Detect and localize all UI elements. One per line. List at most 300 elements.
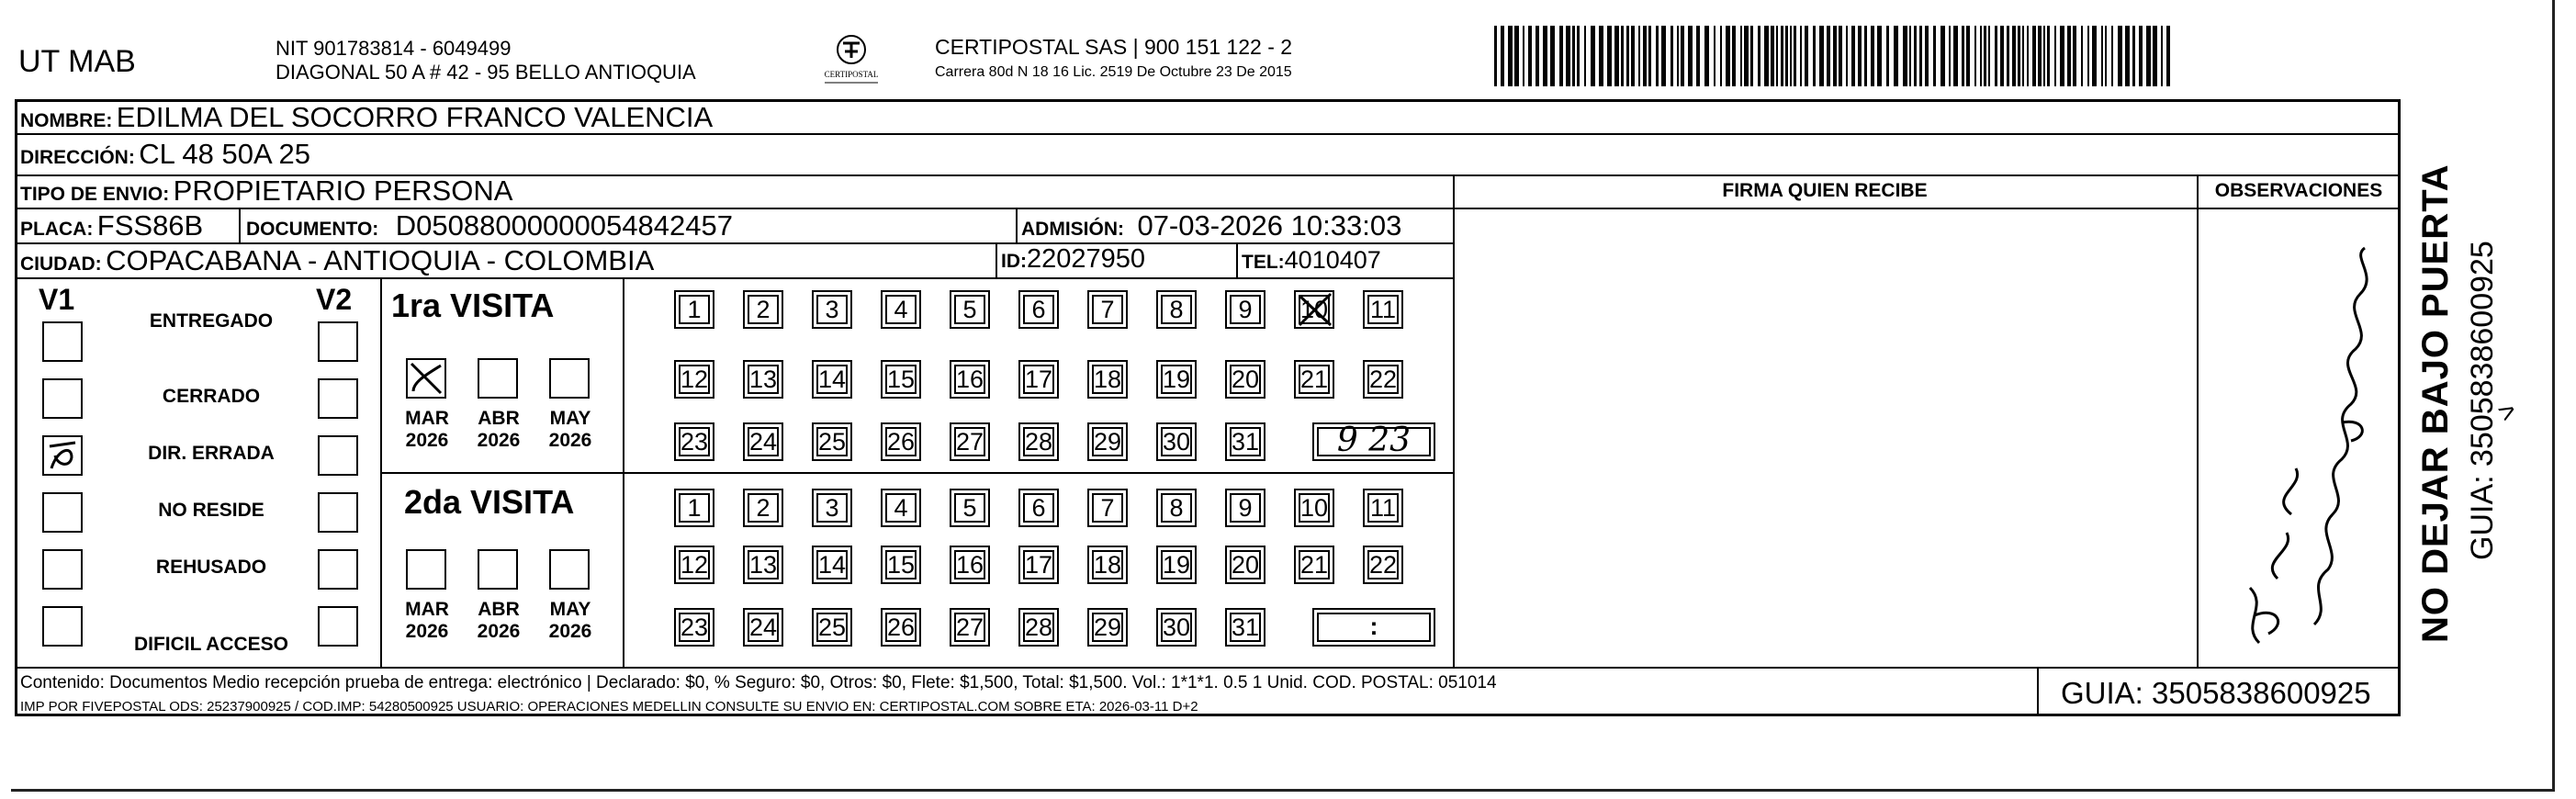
day-21[interactable] bbox=[1294, 360, 1334, 399]
barcode-bar bbox=[2022, 26, 2024, 86]
day-number: 19 bbox=[1162, 551, 1191, 579]
status-label: DIR. ERRADA bbox=[148, 443, 275, 464]
barcode-bar bbox=[1661, 26, 1666, 86]
barcode-bar bbox=[1577, 26, 1580, 86]
day-number: 31 bbox=[1231, 428, 1260, 456]
day-17[interactable] bbox=[1018, 360, 1059, 399]
barcode-bar bbox=[2027, 26, 2029, 86]
barcode-bar bbox=[2018, 26, 2020, 86]
day-number: 9 bbox=[1238, 296, 1253, 323]
visit-divider bbox=[380, 472, 1453, 474]
day-9[interactable] bbox=[1225, 290, 1266, 329]
day-2[interactable] bbox=[743, 489, 783, 527]
barcode-bar bbox=[1871, 26, 1874, 86]
month-label bbox=[467, 599, 531, 643]
day-12[interactable] bbox=[674, 360, 714, 399]
day-number: 13 bbox=[748, 551, 778, 579]
barcode-bar bbox=[1949, 26, 1951, 86]
day-29[interactable] bbox=[1087, 422, 1128, 461]
day-number: 1 bbox=[687, 494, 702, 522]
barcode-bar bbox=[1732, 26, 1736, 86]
day-number: 26 bbox=[886, 428, 916, 456]
day-16[interactable] bbox=[950, 546, 990, 584]
day-22[interactable] bbox=[1363, 360, 1403, 399]
day-26[interactable] bbox=[881, 422, 921, 461]
barcode-bar bbox=[2125, 26, 2130, 86]
day-3[interactable] bbox=[812, 290, 852, 329]
placa-row bbox=[20, 209, 203, 242]
month-checkbox[interactable] bbox=[478, 358, 518, 399]
barcode-bar bbox=[1966, 26, 1970, 86]
barcode-bar bbox=[1614, 26, 1619, 86]
day-number: 11 bbox=[1369, 296, 1397, 323]
side-mark: > bbox=[2492, 394, 2523, 430]
barcode-bar bbox=[2111, 26, 2113, 86]
day-number: 3 bbox=[825, 494, 839, 522]
barcode-bar bbox=[2081, 26, 2083, 86]
tipo-label: TIPO DE ENVIO: bbox=[20, 184, 170, 205]
day-5[interactable] bbox=[950, 290, 990, 329]
status-label: CERRADO bbox=[162, 386, 261, 407]
barcode-bar bbox=[2118, 26, 2122, 86]
day-number: 2 bbox=[756, 494, 771, 522]
day-14[interactable] bbox=[812, 360, 852, 399]
barcode-bar bbox=[1785, 26, 1788, 86]
barcode-bar bbox=[1995, 26, 1997, 86]
month-label bbox=[467, 408, 531, 452]
visit1-title: 1ra VISITA bbox=[391, 287, 555, 324]
day-26[interactable] bbox=[881, 608, 921, 647]
placa-label: PLACA: bbox=[20, 219, 94, 240]
barcode bbox=[1492, 26, 2177, 86]
barcode-bar bbox=[1621, 26, 1624, 86]
day-number: 14 bbox=[817, 551, 847, 579]
day-number: 27 bbox=[955, 428, 984, 456]
documento-value: D05088000000054842457 bbox=[395, 209, 733, 242]
barcode-bar bbox=[2047, 26, 2050, 86]
check-mark-icon bbox=[408, 360, 444, 397]
day-11[interactable] bbox=[1363, 290, 1403, 329]
status-v2-checkbox[interactable] bbox=[318, 435, 358, 476]
day-17[interactable] bbox=[1018, 546, 1059, 584]
footer-line2: IMP POR FIVEPOSTAL ODS: 25237900925 / COD.IMP: 54280500925 USUARIO: OPERACIONES MEDELLIN CONSULTE SU ENVIO EN: CERTIPOSTAL.COM SOBRE ETA: 2026-03-11 D+2 bbox=[20, 699, 1198, 715]
barcode-bar bbox=[1631, 26, 1635, 86]
barcode-bar bbox=[1794, 26, 1796, 86]
day-number: 6 bbox=[1031, 494, 1046, 522]
day-19[interactable] bbox=[1156, 546, 1197, 584]
status-v1-checkbox[interactable] bbox=[42, 435, 83, 476]
day-15[interactable] bbox=[881, 360, 921, 399]
day-2[interactable] bbox=[743, 290, 783, 329]
day-number: 17 bbox=[1024, 551, 1053, 579]
status-v2-checkbox[interactable] bbox=[318, 321, 358, 362]
day-number: 18 bbox=[1093, 551, 1122, 579]
barcode-bar bbox=[2073, 26, 2076, 86]
direccion-row bbox=[20, 138, 310, 171]
company-address: DIAGONAL 50 A # 42 - 95 BELLO ANTIOQUIA bbox=[276, 61, 696, 84]
barcode-bar bbox=[1903, 26, 1907, 86]
barcode-bar bbox=[1670, 26, 1673, 86]
month-checkbox[interactable] bbox=[478, 549, 518, 590]
barcode-bar bbox=[1984, 26, 1986, 86]
barcode-bar bbox=[1528, 26, 1532, 86]
row-divider bbox=[15, 277, 1453, 279]
day-20[interactable] bbox=[1225, 546, 1266, 584]
day-31[interactable] bbox=[1225, 422, 1266, 461]
col-divider bbox=[1016, 208, 1018, 242]
barcode-bar bbox=[1704, 26, 1709, 86]
status-v1-checkbox[interactable] bbox=[42, 549, 83, 590]
status-v1-checkbox[interactable] bbox=[42, 378, 83, 419]
courier-line1: CERTIPOSTAL SAS | 900 151 122 - 2 bbox=[935, 35, 1293, 59]
barcode-bar bbox=[1726, 26, 1730, 86]
day-number: 21 bbox=[1299, 366, 1329, 393]
day-27[interactable] bbox=[950, 608, 990, 647]
barcode-bar bbox=[1813, 26, 1816, 86]
footer-line1: Contenido: Documentos Medio recepción prueba de entrega: electrónico | Declarado: $0, % Seguro: $0, Otros: $0, Flete: $1,500, Total: $1,500. Vol.: 1*1*1. 0.5 1 Unid. COD. POSTAL: 051014 bbox=[20, 673, 1497, 692]
barcode-bar bbox=[1681, 26, 1684, 86]
day-21[interactable] bbox=[1294, 546, 1334, 584]
barcode-bar bbox=[2087, 26, 2089, 86]
day-number: 29 bbox=[1093, 428, 1122, 456]
day-8[interactable] bbox=[1156, 290, 1197, 329]
day-23[interactable] bbox=[674, 608, 714, 647]
month-name: MAY bbox=[549, 599, 591, 620]
day-4[interactable] bbox=[881, 489, 921, 527]
day-12[interactable] bbox=[674, 546, 714, 584]
barcode-bar bbox=[1988, 26, 1990, 86]
barcode-bar bbox=[1953, 26, 1958, 86]
barcode-bar bbox=[1566, 26, 1570, 86]
month-checkbox[interactable] bbox=[549, 358, 590, 399]
month-checkbox[interactable] bbox=[406, 358, 446, 399]
day-number: 12 bbox=[680, 551, 709, 579]
col-divider bbox=[380, 277, 382, 667]
col-divider bbox=[1236, 242, 1238, 277]
direccion-value: CL 48 50A 25 bbox=[139, 138, 311, 170]
status-label: DIFICIL ACCESO bbox=[133, 634, 288, 655]
barcode-bar bbox=[2153, 26, 2157, 86]
id-value: 22027950 bbox=[1027, 244, 1146, 274]
barcode-bar bbox=[1833, 26, 1837, 86]
day-24[interactable] bbox=[743, 422, 783, 461]
day-13[interactable] bbox=[743, 360, 783, 399]
day-number: 23 bbox=[680, 428, 709, 456]
day-number: 4 bbox=[894, 494, 908, 522]
day-number: 15 bbox=[886, 366, 916, 393]
barcode-bar bbox=[1607, 26, 1612, 86]
day-18[interactable] bbox=[1087, 360, 1128, 399]
id-label: ID: bbox=[1001, 251, 1027, 272]
barcode-bar bbox=[1846, 26, 1848, 86]
status-v2-checkbox[interactable] bbox=[318, 492, 358, 533]
barcode-bar bbox=[2139, 26, 2143, 86]
status-label: REHUSADO bbox=[155, 557, 267, 578]
barcode-bar bbox=[1514, 26, 1519, 86]
day-number: 30 bbox=[1162, 613, 1191, 641]
day-number: 5 bbox=[962, 296, 977, 323]
day-5[interactable] bbox=[950, 489, 990, 527]
v2-header: V2 bbox=[316, 283, 353, 316]
day-number: 16 bbox=[955, 366, 984, 393]
direccion-label: DIRECCIÓN: bbox=[20, 147, 135, 168]
barcode-bar bbox=[1744, 26, 1749, 86]
barcode-bar bbox=[1677, 26, 1679, 86]
barcode-bar bbox=[2161, 26, 2163, 86]
month-name: ABR bbox=[478, 599, 520, 620]
barcode-bar bbox=[1559, 26, 1563, 86]
day-22[interactable] bbox=[1363, 546, 1403, 584]
day-29[interactable] bbox=[1087, 608, 1128, 647]
day-number: 13 bbox=[748, 366, 778, 393]
footer-divider bbox=[15, 667, 2401, 669]
day-number: 24 bbox=[748, 428, 778, 456]
status-v1-checkbox[interactable] bbox=[42, 606, 83, 647]
day-number: 10 bbox=[1299, 494, 1329, 522]
row-divider bbox=[1453, 208, 2197, 209]
day-number: 22 bbox=[1368, 366, 1398, 393]
ciudad-row bbox=[20, 244, 654, 277]
barcode-bar bbox=[2007, 26, 2009, 86]
month-label bbox=[538, 408, 602, 452]
day-20[interactable] bbox=[1225, 360, 1266, 399]
placa-value: FSS86B bbox=[96, 209, 204, 242]
nombre-value: EDILMA DEL SOCORRO FRANCO VALENCIA bbox=[116, 101, 714, 133]
day-8[interactable] bbox=[1156, 489, 1197, 527]
barcode-bar bbox=[1550, 26, 1555, 86]
day-7[interactable] bbox=[1087, 290, 1128, 329]
barcode-bar bbox=[1740, 26, 1742, 86]
day-23[interactable] bbox=[674, 422, 714, 461]
col-divider bbox=[239, 208, 241, 242]
barcode-bar bbox=[1894, 26, 1898, 86]
day-10[interactable] bbox=[1294, 290, 1334, 329]
day-number: 30 bbox=[1162, 428, 1191, 456]
barcode-bar bbox=[1790, 26, 1792, 86]
day-number: 25 bbox=[817, 613, 847, 641]
day-number: 6 bbox=[1031, 296, 1046, 323]
company-nit: NIT 901783814 - 6049499 bbox=[276, 37, 512, 60]
day-25[interactable] bbox=[812, 422, 852, 461]
tipo-row bbox=[20, 174, 512, 208]
day-6[interactable] bbox=[1018, 489, 1059, 527]
day-number: 19 bbox=[1162, 366, 1191, 393]
col-divider bbox=[996, 242, 997, 277]
barcode-bar bbox=[1925, 26, 1929, 86]
month-name: MAR bbox=[405, 599, 449, 620]
courier-line2: Carrera 80d N 18 16 Lic. 2519 De Octubre 23 De 2015 bbox=[935, 64, 1292, 80]
barcode-bar bbox=[2166, 26, 2170, 86]
barcode-bar bbox=[1584, 26, 1586, 86]
certipostal-logo bbox=[812, 33, 891, 92]
nombre-label: NOMBRE: bbox=[20, 110, 113, 131]
barcode-bar bbox=[2000, 26, 2004, 86]
day-1[interactable] bbox=[674, 489, 714, 527]
barcode-bar bbox=[1851, 26, 1855, 86]
day-number: 12 bbox=[680, 366, 709, 393]
barcode-bar bbox=[1591, 26, 1595, 86]
barcode-bar bbox=[1750, 26, 1753, 86]
month-checkbox[interactable] bbox=[406, 549, 446, 590]
day-3[interactable] bbox=[812, 489, 852, 527]
day-30[interactable] bbox=[1156, 422, 1197, 461]
day-number: 15 bbox=[886, 551, 916, 579]
col-divider bbox=[1453, 174, 1455, 667]
month-checkbox[interactable] bbox=[549, 549, 590, 590]
barcode-bar bbox=[1877, 26, 1882, 86]
day-number: 2 bbox=[756, 296, 771, 323]
day-number: 7 bbox=[1100, 494, 1115, 522]
side-warning: NO DEJAR BAJO PUERTA bbox=[2415, 163, 2456, 643]
month-name: MAY bbox=[549, 408, 591, 429]
month-name: MAR bbox=[405, 408, 449, 429]
barcode-bar bbox=[2038, 26, 2042, 86]
barcode-bar bbox=[2032, 26, 2036, 86]
day-6[interactable] bbox=[1018, 290, 1059, 329]
day-28[interactable] bbox=[1018, 422, 1059, 461]
barcode-bar bbox=[1886, 26, 1889, 86]
footer-guia: GUIA: 3505838600925 bbox=[2061, 676, 2371, 710]
status-v1-checkbox[interactable] bbox=[42, 492, 83, 533]
barcode-bar bbox=[1626, 26, 1629, 86]
ciudad-label: CIUDAD: bbox=[20, 253, 102, 275]
day-number: 14 bbox=[817, 366, 847, 393]
day-1[interactable] bbox=[674, 290, 714, 329]
barcode-bar bbox=[1909, 26, 1911, 86]
day-number: 3 bbox=[825, 296, 839, 323]
barcode-bar bbox=[1805, 26, 1808, 86]
barcode-bar bbox=[2132, 26, 2135, 86]
barcode-bar bbox=[1914, 26, 1917, 86]
barcode-bar bbox=[2054, 26, 2056, 86]
day-30[interactable] bbox=[1156, 608, 1197, 647]
barcode-bar bbox=[1771, 26, 1774, 86]
barcode-bar bbox=[1839, 26, 1842, 86]
day-25[interactable] bbox=[812, 608, 852, 647]
company-info bbox=[276, 37, 696, 84]
barcode-bar bbox=[1819, 26, 1824, 86]
row-divider bbox=[2197, 208, 2401, 209]
day-15[interactable] bbox=[881, 546, 921, 584]
day-number: 29 bbox=[1093, 613, 1122, 641]
col-divider bbox=[2037, 667, 2039, 716]
barcode-bar bbox=[1858, 26, 1862, 86]
col-divider bbox=[623, 277, 624, 667]
barcode-bar bbox=[1688, 26, 1693, 86]
status-v1-checkbox[interactable] bbox=[42, 321, 83, 362]
documento-row bbox=[246, 209, 733, 242]
cross-mark-icon bbox=[1294, 290, 1336, 331]
day-19[interactable] bbox=[1156, 360, 1197, 399]
time-handwritten: 9 23 bbox=[1336, 422, 1412, 459]
visit2-title: 2da VISITA bbox=[404, 483, 575, 521]
day-number: 24 bbox=[748, 613, 778, 641]
day-number: 28 bbox=[1024, 428, 1053, 456]
day-10[interactable] bbox=[1294, 489, 1334, 527]
observaciones-header: OBSERVACIONES bbox=[2214, 180, 2383, 201]
status-label: NO RESIDE bbox=[158, 500, 264, 521]
status-v2-checkbox[interactable] bbox=[318, 606, 358, 647]
time-field[interactable] bbox=[1312, 422, 1435, 461]
barcode-bar bbox=[2146, 26, 2151, 86]
courier-info bbox=[935, 35, 1292, 84]
barcode-bar bbox=[1974, 26, 1976, 86]
day-number: 23 bbox=[680, 613, 709, 641]
time-placeholder: : bbox=[1369, 613, 1378, 640]
time-field[interactable] bbox=[1312, 608, 1435, 647]
day-number: 9 bbox=[1238, 494, 1253, 522]
barcode-bar bbox=[1919, 26, 1922, 86]
day-18[interactable] bbox=[1087, 546, 1128, 584]
day-16[interactable] bbox=[950, 360, 990, 399]
tel-row bbox=[1242, 246, 1381, 275]
nombre-row bbox=[20, 101, 713, 134]
day-number: 11 bbox=[1369, 494, 1397, 522]
barcode-bar bbox=[1501, 26, 1504, 86]
barcode-bar bbox=[1940, 26, 1945, 86]
barcode-bar bbox=[1648, 26, 1651, 86]
month-name: ABR bbox=[478, 408, 520, 429]
ciudad-value: COPACABANA - ANTIOQUIA - COLOMBIA bbox=[106, 244, 655, 276]
side-guia: GUIA: 3505838600925 bbox=[2465, 241, 2500, 560]
barcode-bar bbox=[1720, 26, 1722, 86]
barcode-bar bbox=[1696, 26, 1700, 86]
day-13[interactable] bbox=[743, 546, 783, 584]
day-number: 21 bbox=[1299, 551, 1329, 579]
day-number: 8 bbox=[1169, 296, 1184, 323]
barcode-bar bbox=[1933, 26, 1936, 86]
status-v2-checkbox[interactable] bbox=[318, 549, 358, 590]
month-year: 2026 bbox=[477, 621, 521, 642]
status-v2-checkbox[interactable] bbox=[318, 378, 358, 419]
day-7[interactable] bbox=[1087, 489, 1128, 527]
day-28[interactable] bbox=[1018, 608, 1059, 647]
barcode-bar bbox=[1523, 26, 1524, 86]
month-year: 2026 bbox=[548, 430, 592, 451]
barcode-bar bbox=[2012, 26, 2016, 86]
barcode-bar bbox=[1962, 26, 1964, 86]
month-label bbox=[395, 599, 459, 643]
day-14[interactable] bbox=[812, 546, 852, 584]
tipo-value: PROPIETARIO PERSONA bbox=[173, 174, 513, 207]
admision-value: 07-03-2026 10:33:03 bbox=[1137, 209, 1402, 242]
day-number: 1 bbox=[687, 296, 702, 323]
day-number: 18 bbox=[1093, 366, 1122, 393]
barcode-bar bbox=[1494, 26, 1497, 86]
day-11[interactable] bbox=[1363, 489, 1403, 527]
barcode-bar bbox=[2101, 26, 2103, 86]
day-9[interactable] bbox=[1225, 489, 1266, 527]
day-27[interactable] bbox=[950, 422, 990, 461]
barcode-bar bbox=[1643, 26, 1647, 86]
firma-header: FIRMA QUIEN RECIBE bbox=[1722, 180, 1928, 201]
barcode-bar bbox=[2092, 26, 2097, 86]
day-24[interactable] bbox=[743, 608, 783, 647]
v1-header: V1 bbox=[39, 283, 75, 316]
id-row bbox=[1001, 244, 1145, 275]
tel-value: 4010407 bbox=[1284, 246, 1381, 274]
day-31[interactable] bbox=[1225, 608, 1266, 647]
day-number: 10 bbox=[1299, 296, 1329, 323]
barcode-bar bbox=[2105, 26, 2107, 86]
day-number: 4 bbox=[894, 296, 908, 323]
day-4[interactable] bbox=[881, 290, 921, 329]
company-name: UT MAB bbox=[18, 44, 136, 79]
barcode-bar bbox=[1980, 26, 1982, 86]
day-number: 31 bbox=[1231, 613, 1260, 641]
admision-row bbox=[1021, 209, 1401, 242]
day-number: 8 bbox=[1169, 494, 1184, 522]
